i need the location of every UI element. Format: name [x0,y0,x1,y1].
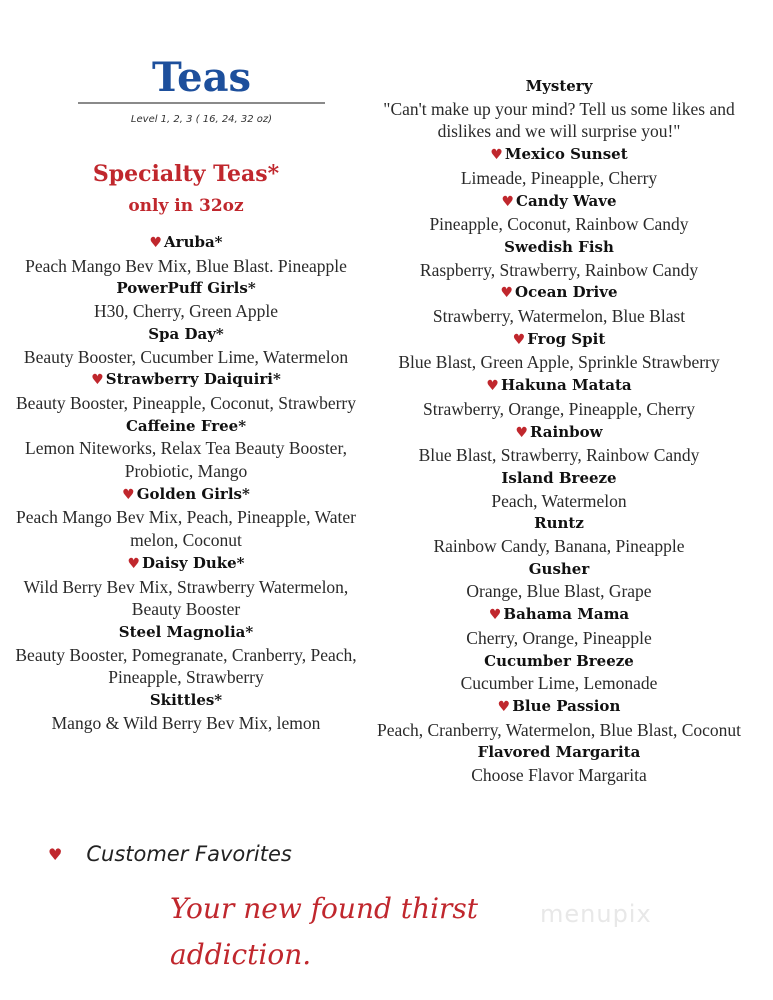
menu-item-ingredients: Pineapple, Coconut, Rainbow Candy [429,214,689,235]
menu-item-ingredients: Cucumber Lime, Lemonade [460,673,658,694]
menu-item-name: Gusher [528,559,590,578]
menu-item [14,621,358,689]
menu-item-name-line [370,558,748,581]
heart-icon: ♥ [48,844,63,864]
watermark: menupix [540,900,652,928]
menu-item-ingredients: Peach Mango Bev Mix, Peach, Pineapple, Water melon, Coconut [16,507,356,551]
menu-item-name: Daisy Duke* [142,553,245,572]
menu-item [370,75,748,143]
menu-item-ingredients: Rainbow Candy, Banana, Pineapple [433,536,685,557]
menu-item-name-line [370,467,748,490]
menu-item-ingredients: Orange, Blue Blast, Grape [466,581,652,602]
menu-item-name-line [370,236,748,259]
menu-item-name-line [370,603,748,627]
menu-item-name-line [370,75,748,98]
menu-item-ingredients: Blue Blast, Strawberry, Rainbow Candy [418,445,700,466]
heart-icon: ♥ [500,285,514,302]
menu-item-ingredients: Cherry, Orange, Pineapple [466,627,652,648]
menu-item [14,483,358,552]
menu-item-name: Cucumber Breeze [484,651,634,670]
menu-item-name: PowerPuff Girls* [116,279,256,298]
menu-item-name-line [14,621,358,644]
menu-item-name: Blue Passion [512,696,621,715]
menu-item [14,689,358,734]
menu-item [370,143,748,189]
specialty-subheading: only in 32oz [128,196,244,216]
menu-item-name-line [370,512,748,535]
menu-item-name-line [370,741,748,764]
menu-item-name-line [14,689,358,712]
menu-item [370,603,748,649]
heart-icon: ♥ [497,698,511,715]
menu-item-ingredients: Beauty Booster, Pineapple, Coconut, Strawberry [16,392,356,413]
menu-item-ingredients: Limeade, Pineapple, Cherry [460,167,658,188]
menu-item [370,374,748,420]
menu-item-ingredients: H30, Cherry, Green Apple [93,301,279,322]
menu-item [370,650,748,695]
menu-item-ingredients: Blue Blast, Green Apple, Sprinkle Strawberry [398,352,720,373]
menu-item-name-line [370,281,748,305]
menu-item [14,368,358,414]
title-divider [78,102,325,104]
size-levels: Level 1, 2, 3 ( 16, 24, 32 oz) [130,114,273,125]
menu-item [370,741,748,786]
menu-item-name-line [370,695,748,719]
menu-item [370,558,748,603]
heart-icon: ♥ [512,331,526,348]
favorites-legend-label: Customer Favorites [86,842,292,866]
menu-item-ingredients: Beauty Booster, Cucumber Lime, Watermelon [23,346,349,367]
menu-item-name-line [370,374,748,398]
menu-item-name: Golden Girls* [136,484,250,503]
menu-item-name-line [370,328,748,352]
menu-item-name-line [370,421,748,445]
menu-item-name-line [14,368,358,392]
menu-item [370,421,748,467]
menu-item-name-line [14,483,358,507]
menu-item-name: Strawberry Daiquiri* [105,370,281,389]
heart-icon: ♥ [490,147,503,164]
menu-item-name-line [14,552,358,576]
menu-item-name: Aruba* [164,233,223,251]
page-title: Teas [151,54,252,101]
menu-item-name: Island Breeze [501,468,617,487]
menu-item-name-line [14,231,358,255]
specialty-heading: Specialty Teas* [92,161,280,187]
heart-icon: ♥ [91,372,104,389]
menu-item-name: Bahama Mama [503,605,630,624]
menu-item-name: Skittles* [149,691,223,710]
heart-icon: ♥ [127,555,141,572]
menu-item-name: Hakuna Matata [500,376,632,395]
menu-item [370,328,748,374]
menu-item [14,552,358,621]
favorites-legend [48,838,292,870]
menu-item-name: Candy Wave [516,191,617,210]
menu-item [370,190,748,236]
menu-item-ingredients: Lemon Niteworks, Relax Tea Beauty Booster, Probiotic, Mango [25,438,347,482]
menu-item [370,281,748,327]
menu-item [370,695,748,741]
menu-item [14,231,358,277]
menu-item [14,323,358,368]
menu-item-ingredients: "Can't make up your mind? Tell us some likes and dislikes and we will surprise you!" [383,98,735,142]
menu-item-ingredients: Strawberry, Watermelon, Blue Blast [432,306,686,327]
menu-item-ingredients: Choose Flavor Margarita [471,765,647,786]
menu-item-ingredients: Peach, Watermelon [491,490,627,511]
menu-item-ingredients: Strawberry, Orange, Pineapple, Cherry [423,398,695,419]
heart-icon: ♥ [122,486,135,503]
menu-item [370,467,748,512]
menu-item-ingredients: Peach, Cranberry, Watermelon, Blue Blast, Coconut [376,719,742,740]
heart-icon: ♥ [486,378,499,395]
menu-item [370,236,748,281]
menu-item-name-line [370,143,748,167]
menu-item-name-line [370,190,748,214]
menu-item [14,277,358,322]
heart-icon: ♥ [515,424,528,441]
menu-item-name-line [14,277,358,300]
menu-item [370,512,748,557]
menu-item-name-line [14,415,358,438]
menu-item-name: Flavored Margarita [477,743,641,762]
menu-item-ingredients: Peach Mango Bev Mix, Blue Blast. Pineapple [25,255,347,276]
tagline: Your new found thirst addiction. [170,892,479,971]
menu-item-ingredients: Wild Berry Bev Mix, Strawberry Watermelon, Beauty Booster [23,576,349,620]
tea-menu-list [370,75,748,787]
menu-item-ingredients: Mango & Wild Berry Bev Mix, lemon [51,712,321,733]
menu-item-name-line [14,323,358,346]
specialty-menu-list [14,231,358,734]
menu-item-name: Rainbow [530,422,603,441]
menu-item-name: Caffeine Free* [125,416,247,435]
menu-item-name: Swedish Fish [504,237,614,256]
menu-item-name: Mystery [525,77,593,95]
heart-icon: ♥ [501,193,515,210]
menu-item-name: Runtz [534,514,584,533]
menu-item [14,415,358,483]
menu-item-name: Spa Day* [148,324,224,343]
heart-icon: ♥ [488,607,502,624]
menu-item-ingredients: Raspberry, Strawberry, Rainbow Candy [419,259,699,280]
heart-icon: ♥ [149,235,163,251]
menu-item-name: Frog Spit [527,329,606,348]
menu-item-name: Ocean Drive [515,283,618,302]
menu-item-name: Mexico Sunset [504,145,628,164]
menu-item-name: Steel Magnolia* [118,622,254,641]
menu-item-name-line [370,650,748,673]
menu-item-ingredients: Beauty Booster, Pomegranate, Cranberry, Peach, Pineapple, Strawberry [15,644,357,688]
